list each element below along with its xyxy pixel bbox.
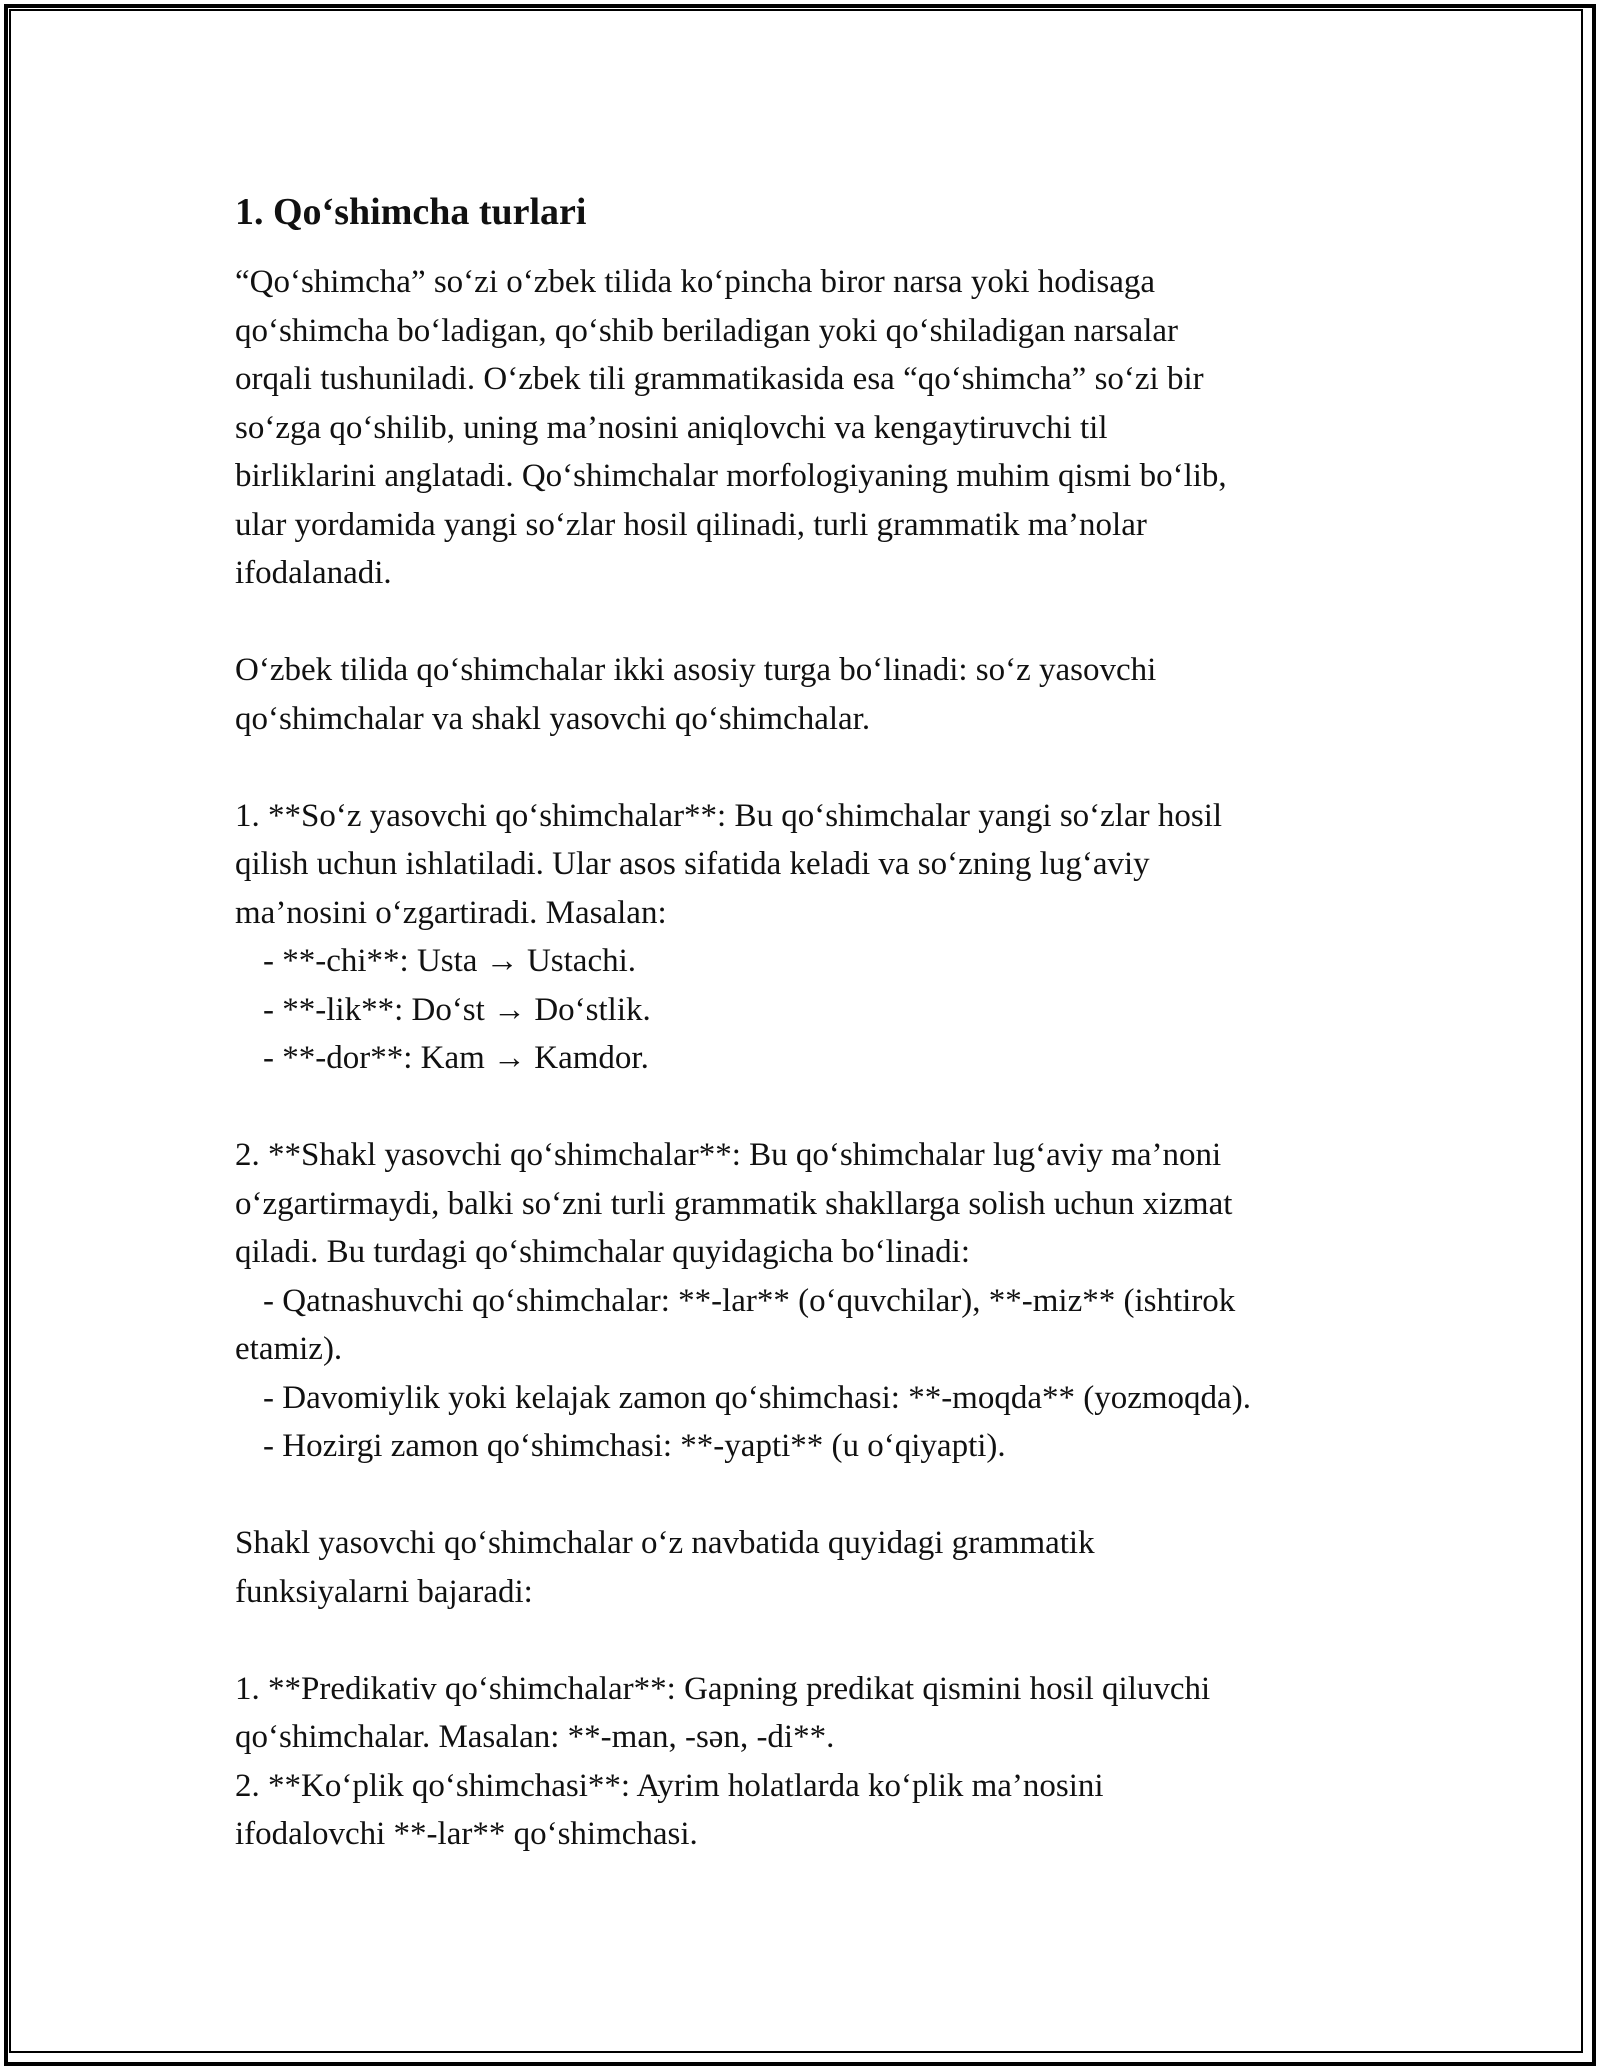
text-line: o‘zgartirmaydi, balki so‘zni turli grammatik shakllarga solish uchun xizmat <box>235 1185 1233 1222</box>
text-line: ma’nosini o‘zgartiradi. Masalan: <box>235 894 667 931</box>
text-line: etamiz). <box>235 1331 343 1367</box>
paragraph-intro <box>235 258 1365 598</box>
list-item: - Qatnashuvchi qo‘shimchalar: **-lar** (o‘quvchilar), **-miz** (ishtirok <box>263 1282 1236 1319</box>
paragraph-functions-list <box>235 1665 1365 1859</box>
text-line: 2. **Shakl yasovchi qo‘shimchalar**: Bu qo‘shimchalar lug‘aviy ma’noni <box>235 1137 1222 1173</box>
text-line: orqali tushuniladi. O‘zbek tili grammatikasida esa “qo‘shimcha” so‘zi bir <box>235 361 1204 397</box>
spacer <box>235 598 1365 647</box>
text-line: 1. **Predikativ qo‘shimchalar**: Gapning predikat qismini hosil qiluvchi <box>235 1670 1211 1707</box>
text-line: so‘zga qo‘shilib, uning ma’nosini aniqlovchi va kengaytiruvchi til <box>235 409 1108 446</box>
text-line: ifodalanadi. <box>235 555 392 591</box>
spacer <box>235 743 1365 792</box>
paragraph-functions-intro <box>235 1519 1365 1616</box>
text-line: qo‘shimchalar. Masalan: **-man, -sən, -di**. <box>235 1719 835 1755</box>
paragraph-word-forming <box>235 792 1365 1083</box>
spacer <box>235 1471 1365 1520</box>
text-line: “Qo‘shimcha” so‘zi o‘zbek tilida ko‘pincha biror narsa yoki hodisaga <box>235 264 1156 300</box>
text-line: ular yordamida yangi so‘zlar hosil qilinadi, turli grammatik ma’nolar <box>235 506 1147 543</box>
text-line: qiladi. Bu turdagi qo‘shimchalar quyidagicha bo‘linadi: <box>235 1234 970 1270</box>
text-line: birliklarini anglatadi. Qo‘shimchalar morfologiyaning muhim qismi bo‘lib, <box>235 458 1227 494</box>
section-heading: 1. Qo‘shimcha turlari <box>235 191 587 233</box>
list-item: - Hozirgi zamon qo‘shimchasi: **-yapti** (u o‘qiyapti). <box>263 1428 1006 1464</box>
text-line: O‘zbek tilida qo‘shimchalar ikki asosiy turga bo‘linadi: so‘z yasovchi <box>235 652 1157 688</box>
text-line: funksiyalarni bajaradi: <box>235 1573 533 1610</box>
text-line: ifodalovchi **-lar** qo‘shimchasi. <box>235 1816 698 1852</box>
text-line: qilish uchun ishlatiladi. Ular asos sifatida keladi va so‘zning lug‘aviy <box>235 846 1150 882</box>
text-line: qo‘shimchalar va shakl yasovchi qo‘shimchalar. <box>235 700 871 737</box>
paragraph-form-forming <box>235 1131 1365 1471</box>
text-line: 2. **Ko‘plik qo‘shimchasi**: Ayrim holatlarda ko‘plik ma’nosini <box>235 1767 1104 1804</box>
spacer <box>235 1083 1365 1132</box>
list-item: - **-chi**: Usta → Ustachi. <box>263 943 637 979</box>
list-item: - Davomiylik yoki kelajak zamon qo‘shimchasi: **-moqda** (yozmoqda). <box>263 1379 1251 1416</box>
list-item: - **-dor**: Kam → Kamdor. <box>263 1040 649 1076</box>
spacer <box>235 1616 1365 1665</box>
text-line: 1. **So‘z yasovchi qo‘shimchalar**: Bu qo‘shimchalar yangi so‘zlar hosil <box>235 797 1223 834</box>
list-item: - **-lik**: Do‘st → Do‘stlik. <box>263 991 651 1028</box>
document-body <box>235 186 1365 1859</box>
text-line: qo‘shimcha bo‘ladigan, qo‘shib beriladigan yoki qo‘shiladigan narsalar <box>235 312 1178 349</box>
text-line: Shakl yasovchi qo‘shimchalar o‘z navbatida quyidagi grammatik <box>235 1525 1095 1561</box>
paragraph-types <box>235 646 1365 743</box>
